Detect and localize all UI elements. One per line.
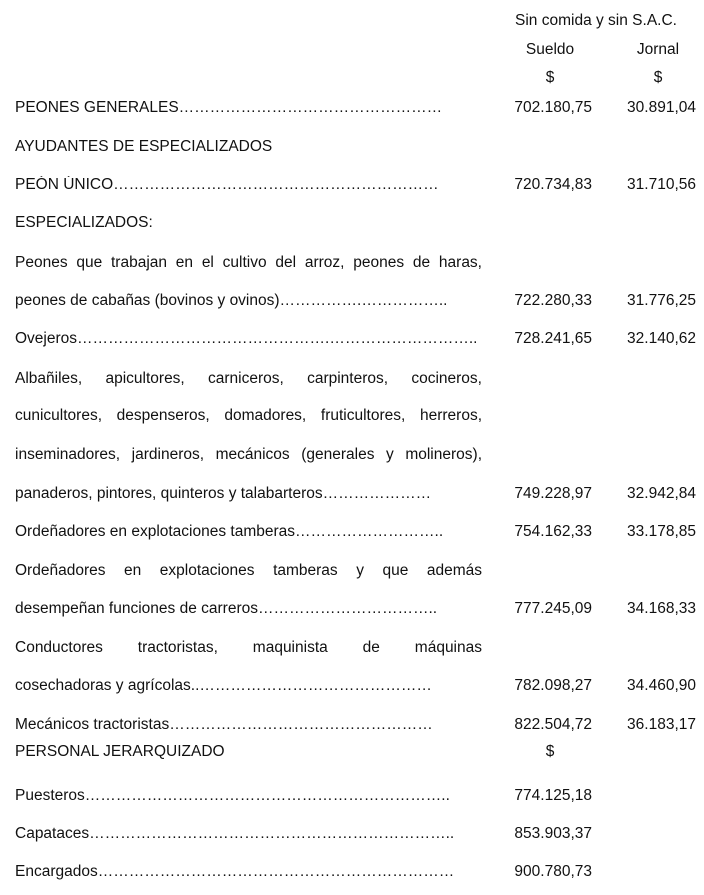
table-title: Sin comida y sin S.A.C. bbox=[515, 12, 677, 29]
row-label-oficios-line1: Albañiles, apicultores, carniceros, carpinteros, cocineros, bbox=[15, 370, 482, 387]
row-label-ordenadores-carreros-line2: desempeñan funciones de carreros…………………………….. bbox=[15, 600, 438, 617]
sueldo-peon-unico: 720.734,83 bbox=[514, 176, 592, 193]
sueldo-encargados: 900.780,73 bbox=[514, 863, 592, 880]
currency-jornal: $ bbox=[653, 69, 663, 86]
jornal-oficios: 32.942,84 bbox=[627, 485, 696, 502]
row-label-oficios-line4: panaderos, pintores, quinteros y talabarteros………………… bbox=[15, 485, 432, 502]
jornal-peon-unico: 31.710,56 bbox=[627, 176, 696, 193]
sueldo-capataces: 853.903,37 bbox=[514, 825, 592, 842]
jornal-peones-generales: 30.891,04 bbox=[627, 99, 696, 116]
section-heading-jerarquizado: PERSONAL JERARQUIZADO bbox=[15, 743, 225, 760]
sueldo-ordenadores-carreros: 777.245,09 bbox=[514, 600, 592, 617]
section-heading-especializados: ESPECIALIZADOS: bbox=[15, 214, 153, 231]
row-label-peones-generales: PEONES GENERALES…………………………………………… bbox=[15, 99, 443, 116]
sueldo-puesteros: 774.125,18 bbox=[514, 787, 592, 804]
currency-sueldo: $ bbox=[545, 69, 555, 86]
sueldo-arroz: 722.280,33 bbox=[514, 292, 592, 309]
row-label-conductores-line1: Conductores tractoristas, maquinista de máquinas bbox=[15, 639, 482, 656]
section-heading-ayudantes: AYUDANTES DE ESPECIALIZADOS bbox=[15, 138, 273, 155]
row-label-ordenadores-carreros-line1: Ordeñadores en explotaciones tamberas y que además bbox=[15, 562, 482, 579]
column-header-jornal: Jornal bbox=[636, 41, 680, 58]
row-label-capataces: Capataces…………………………………………………………….. bbox=[15, 825, 455, 842]
row-label-oficios-line2: cunicultores, despenseros, domadores, fruticultores, herreros, bbox=[15, 407, 482, 424]
jornal-ordenadores-carreros: 34.168,33 bbox=[627, 600, 696, 617]
column-header-sueldo: Sueldo bbox=[525, 41, 575, 58]
sueldo-peones-generales: 702.180,75 bbox=[514, 99, 592, 116]
row-label-oficios-line3: inseminadores, jardineros, mecánicos (generales y molineros), bbox=[15, 446, 482, 463]
sueldo-conductores: 782.098,27 bbox=[514, 677, 592, 694]
row-label-puesteros: Puesteros…………………………………………………………….. bbox=[15, 787, 450, 804]
row-label-arroz-line1: Peones que trabajan en el cultivo del arroz, peones de haras, bbox=[15, 254, 482, 271]
sueldo-oficios: 749.228,97 bbox=[514, 485, 592, 502]
currency-jerarquizado: $ bbox=[545, 743, 555, 760]
row-label-mecanicos-tractoristas: Mecánicos tractoristas…………………………………………… bbox=[15, 716, 433, 733]
jornal-conductores: 34.460,90 bbox=[627, 677, 696, 694]
row-label-arroz-line2: peones de cabañas (bovinos y ovinos)…………….…………….. bbox=[15, 292, 448, 309]
sueldo-ovejeros: 728.241,65 bbox=[514, 330, 592, 347]
row-label-encargados: Encargados…………………………………………………………… bbox=[15, 863, 455, 880]
sueldo-mecanicos-tractoristas: 822.504,72 bbox=[514, 716, 592, 733]
jornal-mecanicos-tractoristas: 36.183,17 bbox=[627, 716, 696, 733]
jornal-ovejeros: 32.140,62 bbox=[627, 330, 696, 347]
row-label-ordenadores: Ordeñadores en explotaciones tamberas……………………….. bbox=[15, 523, 444, 540]
row-label-peon-unico: PEÓN ÚNICO……………………………………………………… bbox=[15, 176, 439, 193]
sueldo-ordenadores: 754.162,33 bbox=[514, 523, 592, 540]
row-label-ovejeros: Ovejeros………………………………………….……………………….. bbox=[15, 330, 478, 347]
row-label-conductores-line2: cosechadoras y agrícolas..……………………………………… bbox=[15, 677, 432, 694]
jornal-ordenadores: 33.178,85 bbox=[627, 523, 696, 540]
jornal-arroz: 31.776,25 bbox=[627, 292, 696, 309]
